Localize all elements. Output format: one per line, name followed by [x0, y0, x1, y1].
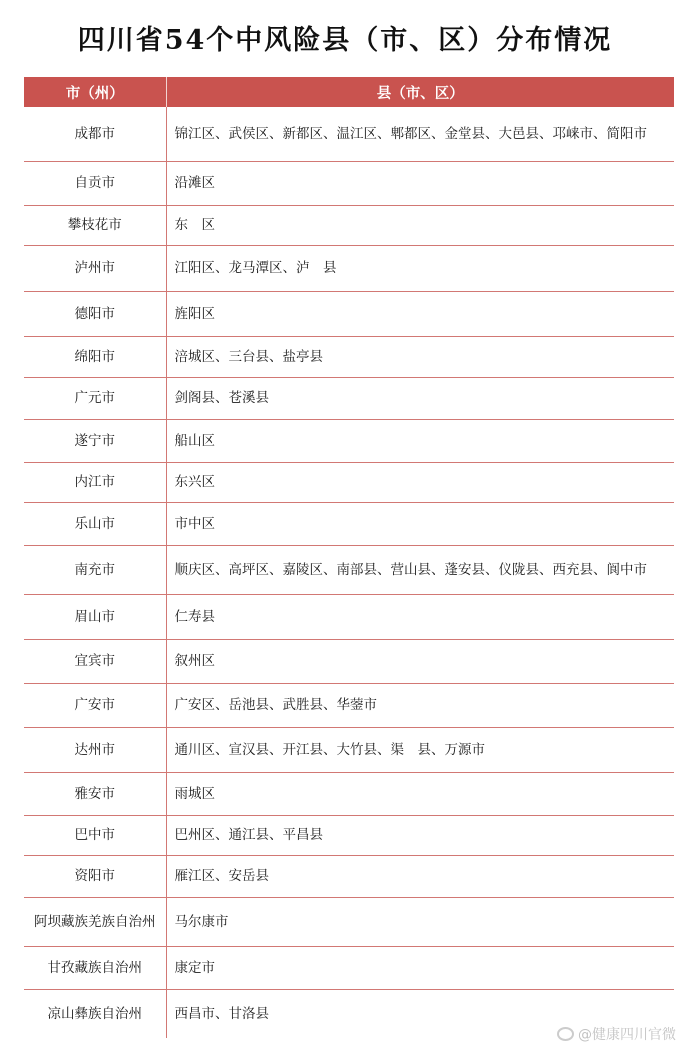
areas-cell: 东兴区: [166, 462, 674, 502]
table-row: [24, 419, 674, 462]
areas-cell: 涪城区、三台县、盐亭县: [166, 336, 674, 377]
table-row: [24, 336, 674, 377]
city-cell: 宜宾市: [24, 639, 166, 683]
areas-cell: 锦江区、武侯区、新都区、温江区、郫都区、金堂县、大邑县、邛崃市、简阳市: [166, 107, 674, 161]
areas-cell: 江阳区、龙马潭区、泸 县: [166, 245, 674, 291]
city-cell: 广安市: [24, 683, 166, 727]
table-row: [24, 107, 674, 161]
weibo-icon: [557, 1027, 574, 1041]
table-row: [24, 855, 674, 897]
areas-cell: 剑阁县、苍溪县: [166, 377, 674, 419]
city-cell: 南充市: [24, 545, 166, 594]
areas-cell: 沿滩区: [166, 161, 674, 205]
page-title: 四川省54个中风险县（市、区）分布情况: [77, 25, 613, 56]
header-city: 市（州）: [24, 77, 166, 107]
header-areas: 县（市、区）: [166, 77, 674, 107]
city-cell: 资阳市: [24, 855, 166, 897]
city-cell: 自贡市: [24, 161, 166, 205]
city-cell: 雅安市: [24, 772, 166, 815]
areas-cell: 市中区: [166, 502, 674, 545]
table-row: [24, 291, 674, 336]
city-cell: 眉山市: [24, 594, 166, 639]
areas-cell: 旌阳区: [166, 291, 674, 336]
areas-cell: 康定市: [166, 946, 674, 989]
city-cell: 攀枝花市: [24, 205, 166, 245]
areas-cell: 西昌市、甘洛县: [174, 1005, 269, 1022]
areas-cell: 巴州区、通江县、平昌县: [166, 815, 674, 855]
table-row: [24, 205, 674, 245]
city-cell: 内江市: [24, 462, 166, 502]
watermark: [557, 1024, 676, 1044]
areas-cell: 船山区: [166, 419, 674, 462]
areas-cell: 雨城区: [166, 772, 674, 815]
table-row: [24, 502, 674, 545]
table-row: [24, 545, 674, 594]
table-row: [24, 946, 674, 989]
table-row: [24, 639, 674, 683]
areas-cell: 东 区: [166, 205, 674, 245]
city-cell: 成都市: [24, 107, 166, 161]
table-row: [24, 683, 674, 727]
city-cell: 广元市: [24, 377, 166, 419]
table-header-row: [24, 77, 674, 107]
areas-cell: 雁江区、安岳县: [166, 855, 674, 897]
city-cell: 绵阳市: [24, 336, 166, 377]
city-cell: 遂宁市: [24, 419, 166, 462]
areas-cell: 广安区、岳池县、武胜县、华蓥市: [166, 683, 674, 727]
areas-cell: 叙州区: [166, 639, 674, 683]
areas-cell: 仁寿县: [166, 594, 674, 639]
city-cell: 凉山彝族自治州: [24, 989, 166, 1038]
table-row: [24, 727, 674, 772]
table-row: [24, 462, 674, 502]
areas-cell: 马尔康市: [166, 897, 674, 946]
table-row: [24, 161, 674, 205]
city-cell: 甘孜藏族自治州: [24, 946, 166, 989]
risk-area-table: [24, 77, 674, 1038]
city-cell: 巴中市: [24, 815, 166, 855]
city-cell: 达州市: [24, 727, 166, 772]
areas-cell: 通川区、宣汉县、开江县、大竹县、渠 县、万源市: [166, 727, 674, 772]
watermark-text: @健康四川官微: [578, 1027, 676, 1043]
table-row: [24, 377, 674, 419]
city-cell: 泸州市: [24, 245, 166, 291]
table-row: [24, 897, 674, 946]
city-cell: 乐山市: [24, 502, 166, 545]
city-cell: 阿坝藏族羌族自治州: [24, 897, 166, 946]
table-row: [24, 594, 674, 639]
city-cell: 德阳市: [24, 291, 166, 336]
table-row: [24, 815, 674, 855]
table-row: [24, 245, 674, 291]
areas-cell: 顺庆区、高坪区、嘉陵区、南部县、营山县、蓬安县、仪陇县、西充县、阆中市: [166, 545, 674, 594]
table-row: [24, 772, 674, 815]
